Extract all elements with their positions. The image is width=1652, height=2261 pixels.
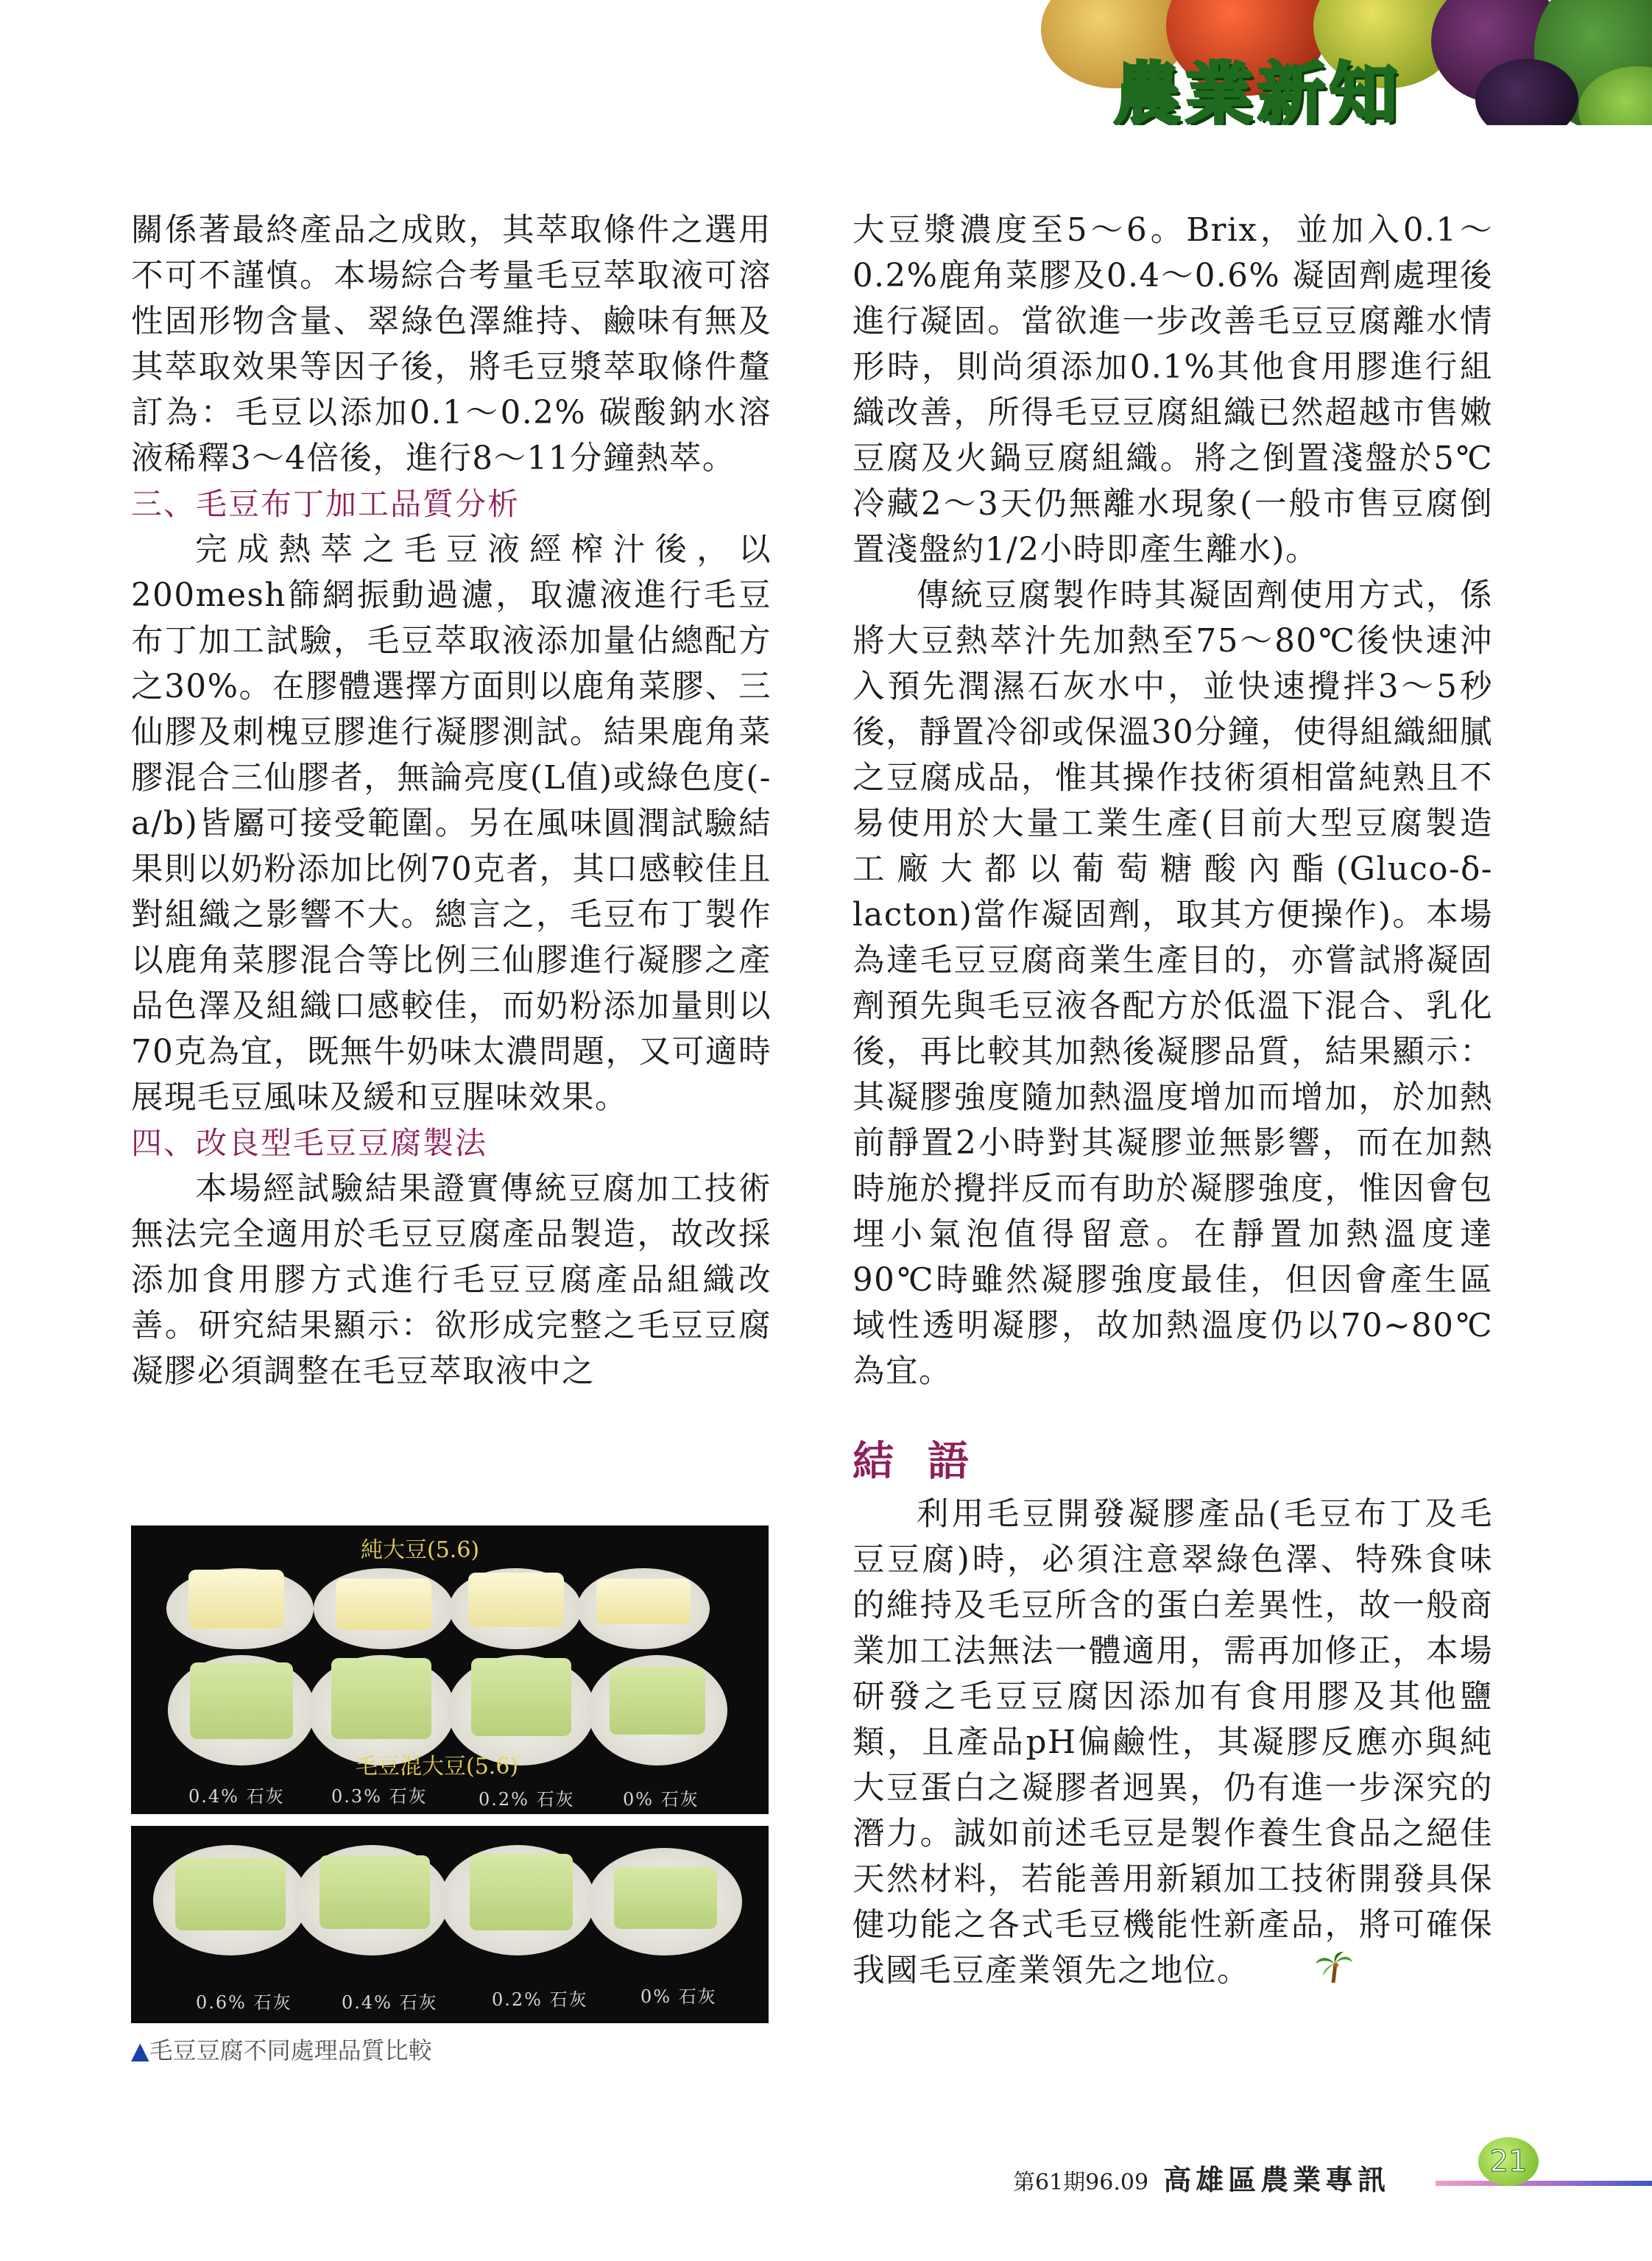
header-banner <box>1019 0 1652 125</box>
conclusion-heading: 結語 <box>853 1438 1003 1486</box>
body-paragraph: 關係著最終產品之成敗，其萃取條件之選用不可不謹慎。本場綜合考量毛豆萃取液可溶性固形物含量、翠綠色澤維持、鹼味有無及其萃取效果等因子後，將毛豆漿萃取條件釐訂為：毛豆以添加0.1～0.2% 碳酸鈉水溶液稀釋3～4倍後，進行8～11分鐘熱萃。 <box>131 212 772 477</box>
body-paragraph: 完成熱萃之毛豆液經榨汁後，以200mesh篩網振動過濾，取濾液進行毛豆布丁加工試驗，毛豆萃取液添加量佔總配方之30%。在膠體選擇方面則以鹿角菜膠、三仙膠及刺槐豆膠進行凝膠測試。結果鹿角菜膠混合三仙膠者，無論亮度(L值)或綠色度(-a/b)皆屬可接受範圍。另在風味圓潤試驗結果則以奶粉添加比例70克者，其口感較佳且對組織之影響不大。總言之，毛豆布丁製作以鹿角菜膠混合等比例三仙膠進行凝膠之產品色澤及組織口感較佳，而奶粉添加量則以70克為宜，既無牛奶味太濃問題，又可適時展現毛豆風味及緩和豆腥味效果。 <box>131 532 772 1116</box>
tofu-sample <box>175 1858 286 1930</box>
caption-triangle-icon: ▲ <box>131 2036 149 2064</box>
footer-issue <box>1013 2157 1390 2198</box>
conclusion-text: 利用毛豆開發凝膠產品(毛豆布丁及毛豆豆腐)時，必須注意翠綠色澤、特殊食味的維持及毛豆所含的蛋白差異性，故一般商業加工法無法一體適用，需再加修正，本場研發之毛豆豆腐因添加有食用膠及其他鹽類，且產品pH偏鹼性，其凝膠反應亦與純大豆蛋白之凝膠者迥異，仍有進一步深究的潛力。誠如前述毛豆是製作養生食品之絕佳天然材料，若能善用新穎加工技術開發具保健功能之各式毛豆機能性新產品，將可確保我國毛豆產業領先之地位。 <box>853 1496 1493 1989</box>
plate-label: 0.2% 石灰 <box>492 1989 588 2010</box>
body-paragraph: 大豆漿濃度至5～6。Brix，並加入0.1～0.2%鹿角菜膠及0.4～0.6% 凝固劑處理後進行凝固。當欲進一步改善毛豆豆腐離水情形時，則尚須添加0.1%其他食用膠進行組織改善，所得毛豆豆腐組織已然超越市售嫩豆腐及火鍋豆腐組織。將之倒置淺盤於5℃冷藏2～3天仍無離水現象(一般市售豆腐倒置淺盤約1/2小時即產生離水)。 <box>853 212 1493 568</box>
body-paragraph <box>853 1492 1493 1997</box>
tofu-sample <box>470 1854 573 1930</box>
footer-gradient-bar <box>1436 2181 1652 2186</box>
right-column <box>853 208 1493 1997</box>
photo-label-soybean: 純大豆(5.6) <box>361 1537 480 1563</box>
plate-label: 0.4% 石灰 <box>342 1992 438 2013</box>
tofu-sample <box>610 1667 705 1735</box>
section-title: 農業新知 <box>1112 55 1402 125</box>
plate-label: 0.2% 石灰 <box>479 1789 575 1810</box>
tofu-sample <box>471 1658 571 1736</box>
body-paragraph: 本場經試驗結果證實傳統豆腐加工技術無法完全適用於毛豆豆腐產品製造，故改採添加食用膠方式進行毛豆豆腐產品組織改善。研究結果顯示：欲形成完整之毛豆豆腐凝膠必須調整在毛豆萃取液中之 <box>131 1171 772 1390</box>
issue-number: 第61期96.09 <box>1013 2170 1149 2195</box>
left-column <box>131 208 772 1394</box>
publication-name: 高雄區農業專訊 <box>1163 2163 1391 2196</box>
photo-label-mix: 毛豆混大豆(5.6) <box>356 1754 519 1779</box>
section-heading: 四、改良型毛豆豆腐製法 <box>131 1125 488 1161</box>
tofu-sample <box>190 1662 293 1739</box>
tofu-comparison-photo <box>131 1525 769 1814</box>
page-number: 21 <box>1478 2137 1539 2186</box>
plate-label: 0.3% 石灰 <box>331 1786 428 1807</box>
body-paragraph: 傳統豆腐製作時其凝固劑使用方式，係將大豆熱萃汁先加熱至75～80℃後快速沖入預先潤濕石灰水中，並快速攪拌3～5秒後，靜置冷卻或保溫30分鐘，使得組織細膩之豆腐成品，惟其操作技術須相當純熟且不易使用於大量工業生產(目前大型豆腐製造工廠大都以葡萄糖酸內酯(Gluco-δ-lacton)當作凝固劑，取其方便操作)。本場為達毛豆豆腐商業生產目的，亦嘗試將凝固劑預先與毛豆液各配方於低溫下混合、乳化後，再比較其加熱後凝膠品質，結果顯示：其凝膠強度隨加熱溫度增加而增加，於加熱前靜置2小時對其凝膠並無影響，而在加熱時施於攪拌反而有助於凝膠強度，惟因會包埋小氣泡值得留意。在靜置加熱溫度達90℃時雖然凝膠強度最佳，但因會產生區域性透明凝膠，故加熱溫度仍以70~80℃為宜。 <box>853 577 1493 1390</box>
tofu-sample <box>596 1579 691 1624</box>
plate-label: 0% 石灰 <box>623 1789 699 1810</box>
tofu-sample <box>468 1573 564 1627</box>
section-heading: 三、毛豆布丁加工品質分析 <box>131 486 520 522</box>
caption-text: 毛豆豆腐不同處理品質比較 <box>149 2036 432 2064</box>
tofu-sample <box>336 1579 431 1630</box>
tofu-sample <box>188 1570 284 1629</box>
plate-label: 0.6% 石灰 <box>196 1992 292 2013</box>
tofu-comparison-photo <box>131 1826 769 2023</box>
tofu-sample <box>614 1867 717 1929</box>
tofu-sample <box>320 1855 430 1929</box>
plate-label: 0.4% 石灰 <box>188 1786 285 1807</box>
tofu-sample <box>331 1658 431 1739</box>
figure-caption <box>131 2032 432 2066</box>
palm-tree-icon <box>1250 1950 1354 1997</box>
plate-label: 0% 石灰 <box>640 1986 717 2007</box>
